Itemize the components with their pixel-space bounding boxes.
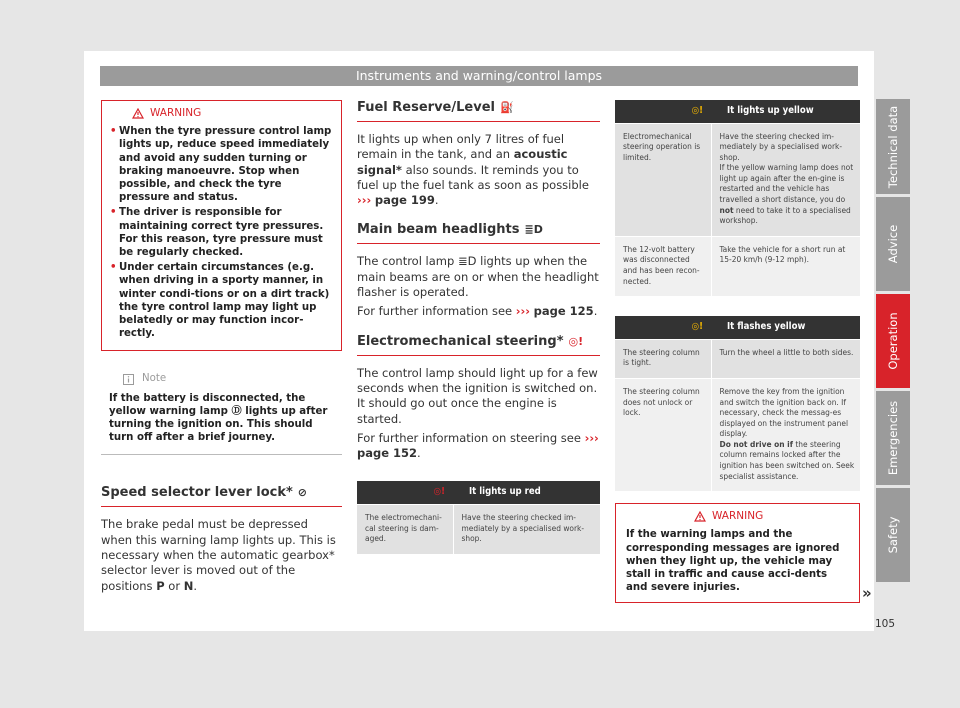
column-left xyxy=(101,100,342,594)
warning-box-lamps xyxy=(615,503,860,603)
warning-title: WARNING xyxy=(110,107,333,120)
fuel-text: It lights up when only 7 litres of fuel remain in the tank, and an acoustic signal* also sounds. It reminds you to fuel up the fuel tank as soon as possible ››› page 199. xyxy=(357,132,589,208)
selector-lock-icon: ⊘ xyxy=(297,486,308,500)
steering-text: The control lamp should light up for a few seconds when the ignition is switched on. It should go out once the engine is started. xyxy=(357,365,598,426)
info-icon xyxy=(123,374,134,385)
headlight-icon: ≣D xyxy=(524,223,543,237)
table-row: Electromechanical steering operation is limited. Have the steering checked im-mediately by a specialised work-shop. If the yellow warning lamp does not light up again after the en-gine is restarted and the vehicle has travelled a short distance, you do not need to take it to a specialised workshop. xyxy=(615,123,860,236)
note-title: Note xyxy=(109,372,334,385)
tab-technical-data[interactable]: Technical data xyxy=(876,99,910,194)
page-ref-link[interactable]: page 152 xyxy=(357,446,418,461)
column-right xyxy=(615,100,860,603)
steering-wheel-icon: ◎! xyxy=(615,100,711,123)
main-beam-text: The control lamp ≣D lights up when the main beams are on or when the headlight flasher is operated. xyxy=(357,254,599,300)
page-ref-link[interactable]: page 199 xyxy=(374,193,435,208)
tab-operation[interactable]: Operation xyxy=(876,294,910,388)
page-number: 105 xyxy=(875,618,896,630)
warning-box-tyre xyxy=(101,100,342,351)
table-row: The steering column is tight. Turn the wheel a little to both sides. xyxy=(615,339,860,378)
note-text: If the battery is disconnected, the yellow warning lamp Ⓓ lights up after turning the ignition on. This should turn off after a brief journey. xyxy=(109,392,328,444)
steering-wheel-icon: ◎! xyxy=(568,334,584,348)
main-beam-ref: For further information see ››› page 125. xyxy=(357,304,598,319)
column-middle xyxy=(357,100,600,554)
warning-bullet: • When the tyre pressure control lamp lights up, reduce speed immediately and avoid any sudden turning or braking manoeuvre. Stop when possible, and check the tyre pressure and status. xyxy=(110,126,332,204)
table-steering-flash: ◎! It flashes yellow The steering column is tight. Turn the wheel a little to both sides. The steering column does not unlock or lock. Remove the key from the ignition and switch the ignition back on. If necessary, check the messag-es displayed on the instrument panel display. Do not drive on if the steering column remains locked after the ignition has been switched on. Seek specialist assistance. xyxy=(615,316,860,491)
reference-arrow-icon: ››› xyxy=(584,430,599,445)
continue-marker: » xyxy=(862,584,872,602)
table-row: The steering column does not unlock or lock. Remove the key from the ignition and switch the ignition back on. If necessary, check the messag-es displayed on the instrument panel display. Do not drive on if the steering column remains locked after the ignition has been switched on. Seek specialist assistance. xyxy=(615,378,860,491)
headlight-icon: ≣D xyxy=(457,254,477,269)
fuel-heading: Fuel Reserve/Level ⛽ xyxy=(357,100,600,122)
tab-advice[interactable]: Advice xyxy=(876,197,910,291)
steering-wheel-icon: ◎! xyxy=(615,316,711,339)
page-ref-link[interactable]: page 125 xyxy=(533,304,594,319)
steering-heading: Electromechanical steering* ◎! xyxy=(357,334,600,356)
steering-wheel-icon: ◎! xyxy=(357,481,453,504)
table-row: The 12-volt battery was disconnected and has been recon-nected. Take the vehicle for a short run at 15-20 km/h (9-12 mph). xyxy=(615,236,860,296)
warning-triangle-icon xyxy=(694,511,706,522)
speed-selector-text: The brake pedal must be depressed when this warning lamp lights up. This is necessary when the automatic gearbox* selector lever is moved out of the positions P or N. xyxy=(101,517,336,593)
warning-title: WARNING xyxy=(626,510,849,523)
page-header: Instruments and warning/control lamps xyxy=(100,66,858,86)
table-row: The electromechani-cal steering is dam-aged. Have the steering checked im-mediately by a specialised work-shop. xyxy=(357,504,600,553)
warning-bullet: • Under certain circumstances (e.g. when driving in a sporty manner, in winter condi-tions or on a dirt track) the tyre control lamp may light up belatedly or may function incor-rectly. xyxy=(110,262,330,340)
tab-safety[interactable]: Safety xyxy=(876,488,910,582)
warning-text: If the warning lamps and the corresponding messages are ignored when they light up, the vehicle may stall in traffic and cause acci-dents and severe injuries. xyxy=(626,529,840,594)
speed-selector-heading: Speed selector lever lock* ⊘ xyxy=(101,485,342,507)
reference-arrow-icon: ››› xyxy=(357,193,372,208)
battery-lamp-icon: Ⓓ xyxy=(231,405,242,417)
tab-emergencies[interactable]: Emergencies xyxy=(876,391,910,485)
table-steering-red: ◎! It lights up red The electromechani-cal steering is dam-aged. Have the steering checked im-mediately by a specialised work-shop. xyxy=(357,481,600,553)
steering-ref: For further information on steering see ››› page 152. xyxy=(357,430,599,461)
table-steering-yellow: ◎! It lights up yellow Electromechanical steering operation is limited. Have the steering checked im-mediately by a specialised work-shop. If the yellow warning lamp does not light up again after the en-gine is restarted and the vehicle has travelled a short distance, you do not need to take it to a specialised workshop. The 12-volt battery was disconnected and has been recon-nected. Take the vehicle for a short run at 15-20 km/h (9-12 mph). xyxy=(615,100,860,296)
reference-arrow-icon: ››› xyxy=(515,304,530,319)
fuel-pump-icon: ⛽ xyxy=(499,101,514,114)
main-beam-heading: Main beam headlights ≣D xyxy=(357,222,600,244)
speed-selector-section xyxy=(101,485,342,593)
warning-bullet: • The driver is responsible for maintaining correct tyre pressures. For this reason, tyre pressure must be regularly checked. xyxy=(110,207,324,259)
warning-triangle-icon xyxy=(132,108,144,119)
note-box xyxy=(101,364,342,455)
